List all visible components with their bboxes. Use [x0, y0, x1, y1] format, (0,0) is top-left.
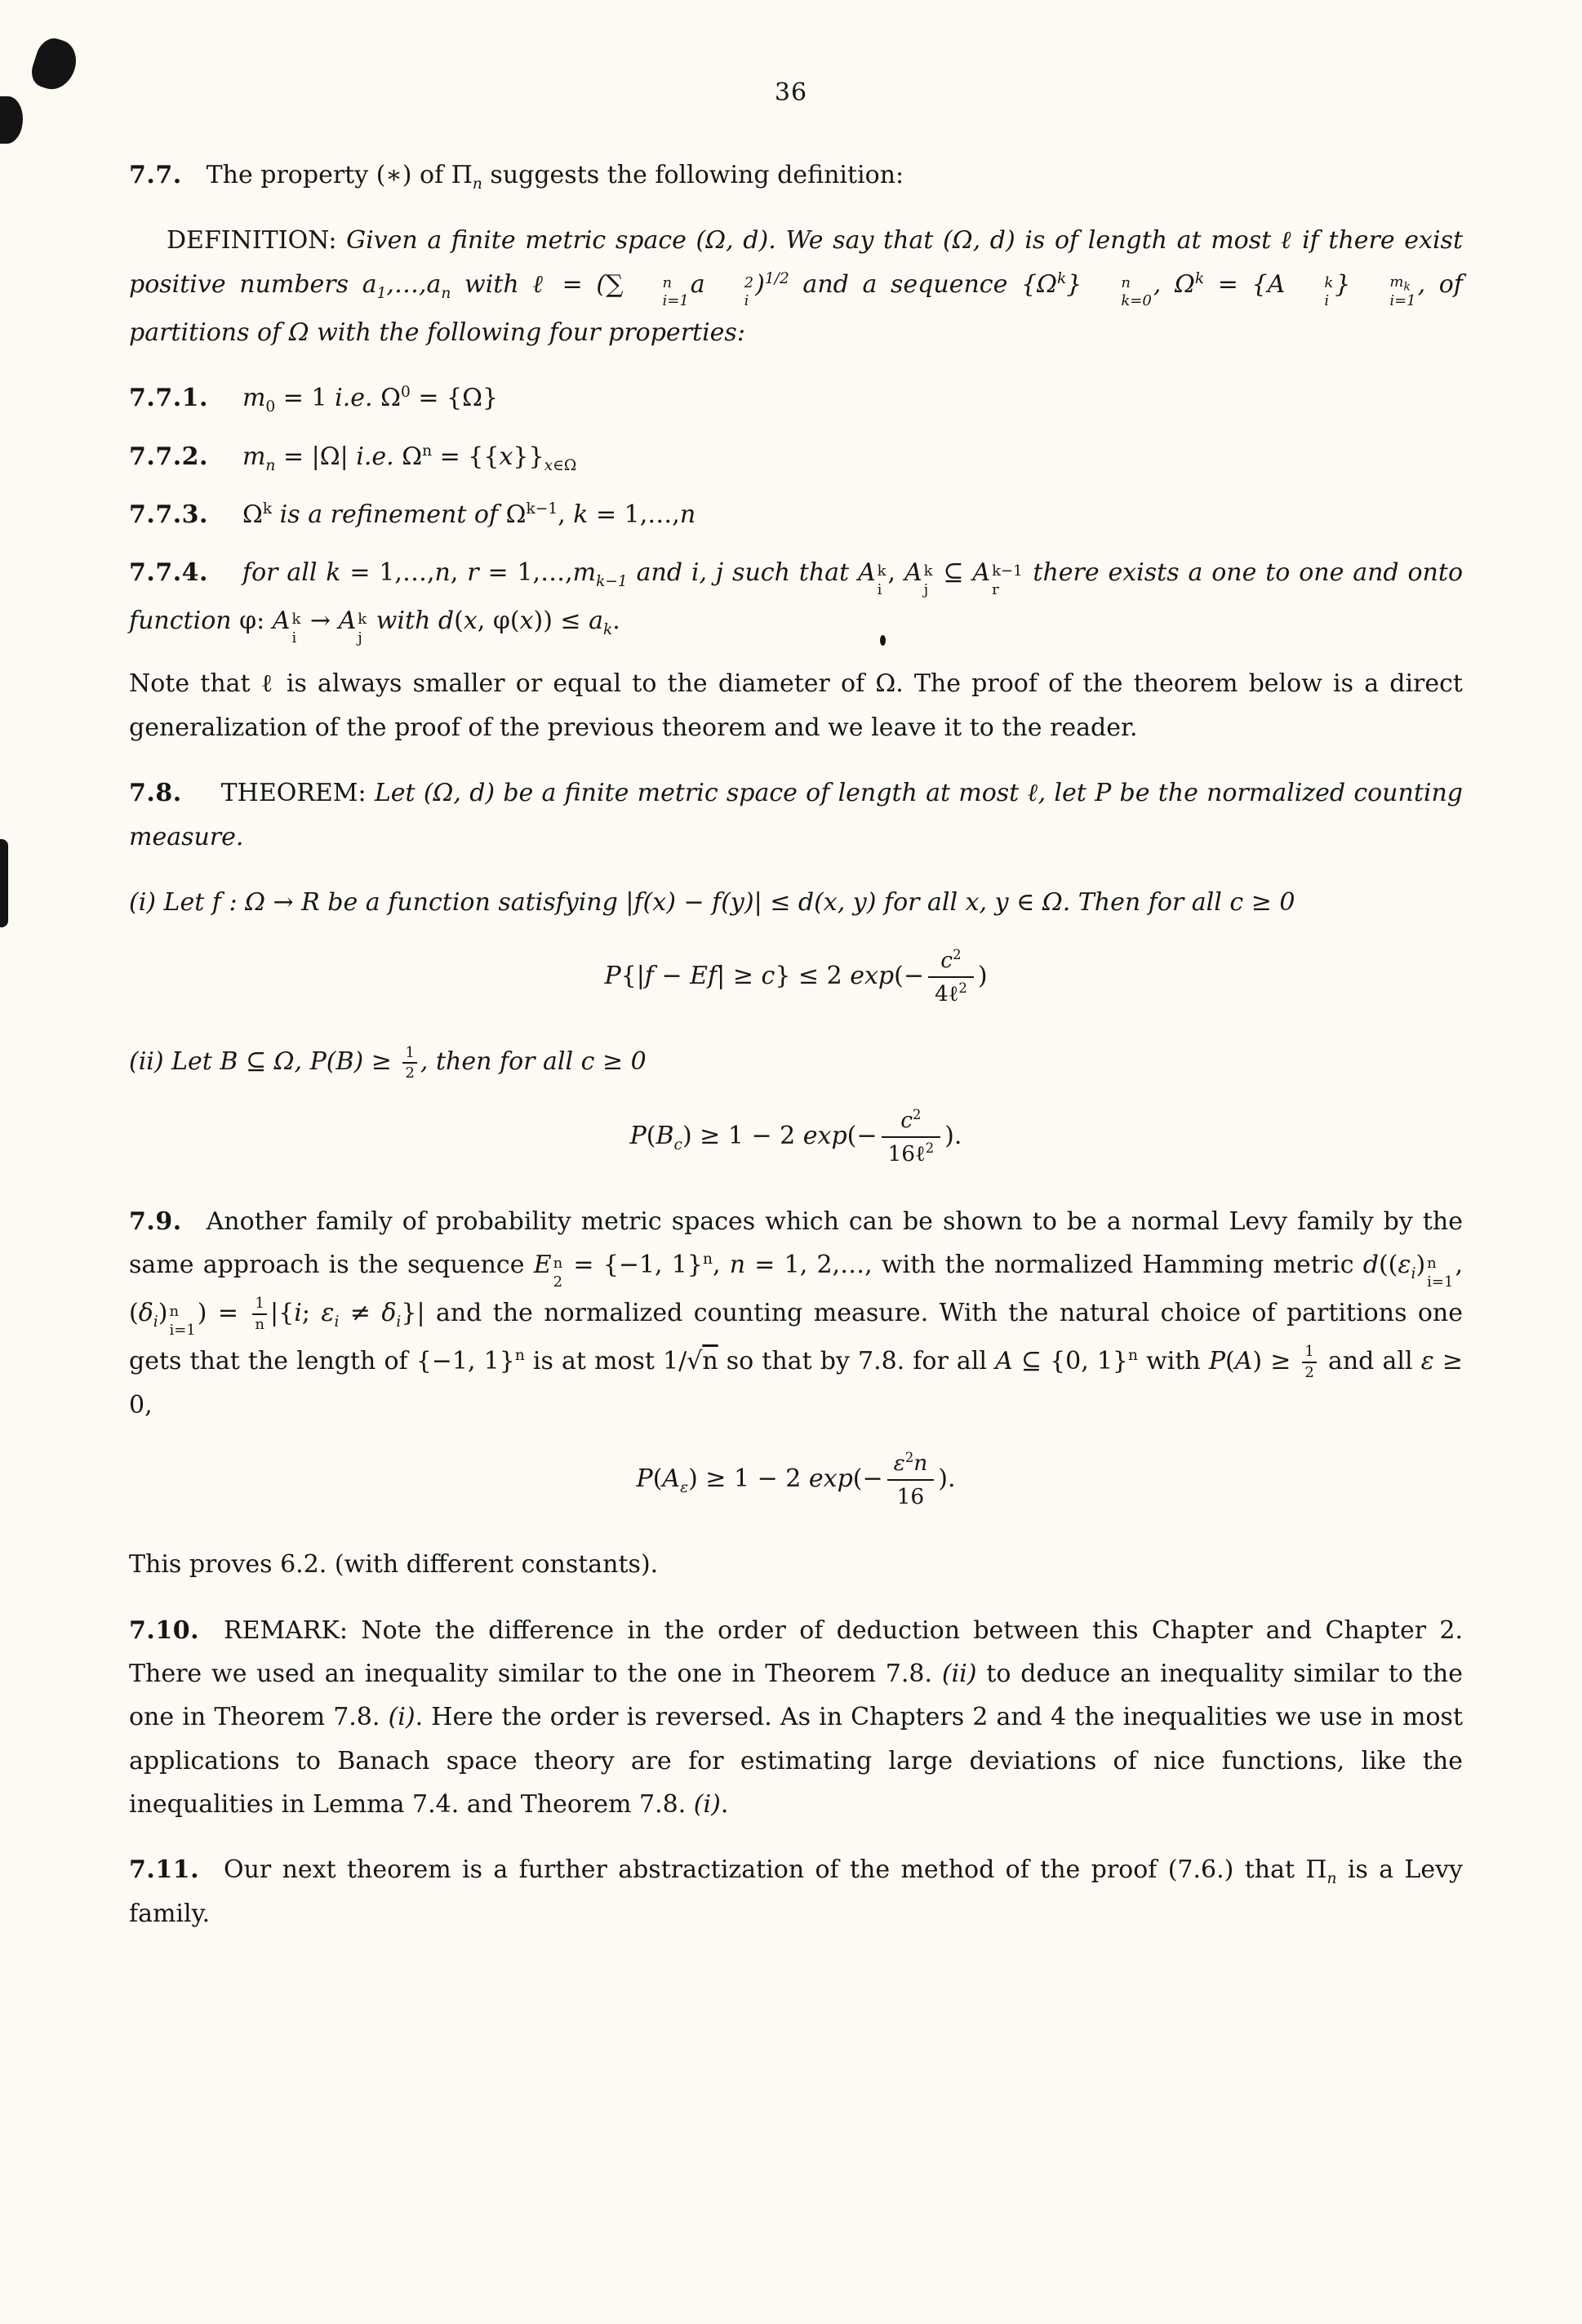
section-number-7-8: 7.8.: [129, 779, 182, 808]
paragraph-clause-i: [129, 881, 1463, 924]
paragraph-7-7-4: [129, 551, 1463, 647]
section-number-7-7: 7.7.: [129, 161, 182, 189]
paragraph-7-7-3: [129, 493, 1463, 536]
section-text-7-11: Our next theorem is a further abstractization of the method of the proof (7.6.) that $\Pi_n$ is a Levy family.: [129, 1855, 1463, 1928]
display-formula-7-8-i: P{|f − Ef| ≥ c} ≤ 2 exp(− $\frac{c^2}{4\ell^2}$ ): [604, 947, 988, 1007]
paragraph-7-7-1: [129, 376, 1463, 420]
paragraph-7-7: [129, 153, 1463, 197]
definition-text: DEFINITION: Given a finite metric space (Ω, d). We say that (Ω, d) is of length at most ℓ if there exist positive numbers $a_1,\dots,a_n$ with ℓ = (∑ n i=1 a 2 i )$^{1/2}$ and a sequence $\{\Omega^k\}$ n k=0 , $\Omega^k = \{A$ k i } $m_k$ i=1 , of partitions of Ω with the following four properties:: [129, 226, 1463, 347]
item-number-7-7-4: 7.7.4.: [129, 558, 208, 588]
section-number-7-10: 7.10.: [129, 1615, 200, 1645]
section-text-7-9: Another family of probability metric spaces which can be shown to be a normal Levy family by the same approach is the sequence E n 2 = {−1, 1}$^n$, n = 1, 2,…, with the normalized Hamming metric $d((\varepsilon_i)$ n i=1 , $(\delta_i)$ n i=1 ) = $\frac{1}{n}$ |{i; $\varepsilon_i \ne \delta_i\}|$ and the normalized counting measure. With the natural choice of partitions one gets that the length of {−1, 1}$^n$ is at most 1/√n so that by 7.8. for all A ⊆ {0, 1}$^n$ with P(A) ≥ $\frac{1}{2}$ and all ε ≥ 0,: [129, 1206, 1463, 1420]
page-number: 36: [774, 78, 808, 107]
paragraph-7-10: [129, 1609, 1463, 1827]
section-number-7-9: 7.9.: [129, 1206, 182, 1236]
paragraph-definition: [129, 219, 1463, 354]
proves-text: This proves 6.2. (with different constants).: [129, 1550, 659, 1580]
item-number-7-7-2: 7.7.2.: [129, 442, 208, 471]
item-text-7-7-1: $m_0 = 1$ i.e. $\Omega^0 = \{\Omega\}$: [242, 384, 499, 416]
paragraph-clause-ii: [129, 1040, 1463, 1083]
item-text-7-7-2: $m_n = |\Omega|$ i.e. $\Omega^n = \{\{x\}\}_{x\in\Omega}$: [242, 442, 577, 474]
item-number-7-7-3: 7.7.3.: [129, 500, 208, 529]
paragraph-7-11: [129, 1848, 1463, 1935]
display-formula-7-9: $P(A_\varepsilon) \ge 1 - 2$ exp(− $\frac{\varepsilon^2n}{16}$ ).: [636, 1450, 956, 1510]
remark-text-7-10: REMARK: Note the difference in the order of deduction between this Chapter and Chapter 2. There we used an inequality similar to the one in Theorem 7.8. (ii) to deduce an inequality similar to the one in Theorem 7.8. (i). Here the order is reversed. As in Chapters 2 and 4 the inequalities we use in most applications to Banach space theory are for estimating large deviations of nice functions, like the inequalities in Lemma 7.4. and Theorem 7.8. (i).: [129, 1615, 1463, 1820]
paragraph-note: [129, 662, 1463, 749]
text-column: [129, 153, 1463, 1957]
clause-ii-text: (ii) Let B ⊆ Ω, P(B) ≥ $\frac{1}{2}$ , then for all c ≥ 0: [129, 1043, 647, 1082]
section-number-7-11: 7.11.: [129, 1855, 200, 1885]
display-formula-7-8-ii: $P(B_c) \ge 1 - 2$ exp(− $\frac{c^2}{16\ell^2}$ ).: [629, 1106, 962, 1166]
item-text-7-7-4: for all k = 1,…,n, $r = 1,\dots,m_{k-1}$ and i, j such that A k i , A k j ⊆ A k−1 r there exists a one to one and onto function φ: A k i → A k j with d(x, $\varphi(x)) \le a_k$.: [129, 558, 1463, 647]
paragraph-proves: [129, 1543, 1463, 1586]
clause-i-text: (i) Let f : Ω → R be a function satisfying |f(x) − f(y)| ≤ d(x, y) for all x, y ∈ Ω. Then for all c ≥ 0: [129, 887, 1295, 917]
item-text-7-7-3: $\Omega^k$ is a refinement of $\Omega^{k-1}$, k = 1,…,n: [242, 500, 696, 529]
section-text-7-7: The property (∗) of $\Pi_n$ suggests the following definition:: [206, 161, 904, 193]
note-text: Note that ℓ is always smaller or equal to the diameter of Ω. The proof of the theorem below is a direct generalization of the proof of the previous theorem and we leave it to the reader.: [129, 669, 1463, 742]
paragraph-7-7-2: [129, 435, 1463, 478]
paragraph-7-8: [129, 771, 1463, 859]
item-number-7-7-1: 7.7.1.: [129, 384, 208, 413]
theorem-text-7-8: THEOREM: Let (Ω, d) be a finite metric space of length at most ℓ, let P be the normalized counting measure.: [129, 779, 1464, 851]
paragraph-7-9: [129, 1200, 1463, 1427]
left-edge-scan-artifact: [0, 839, 8, 927]
